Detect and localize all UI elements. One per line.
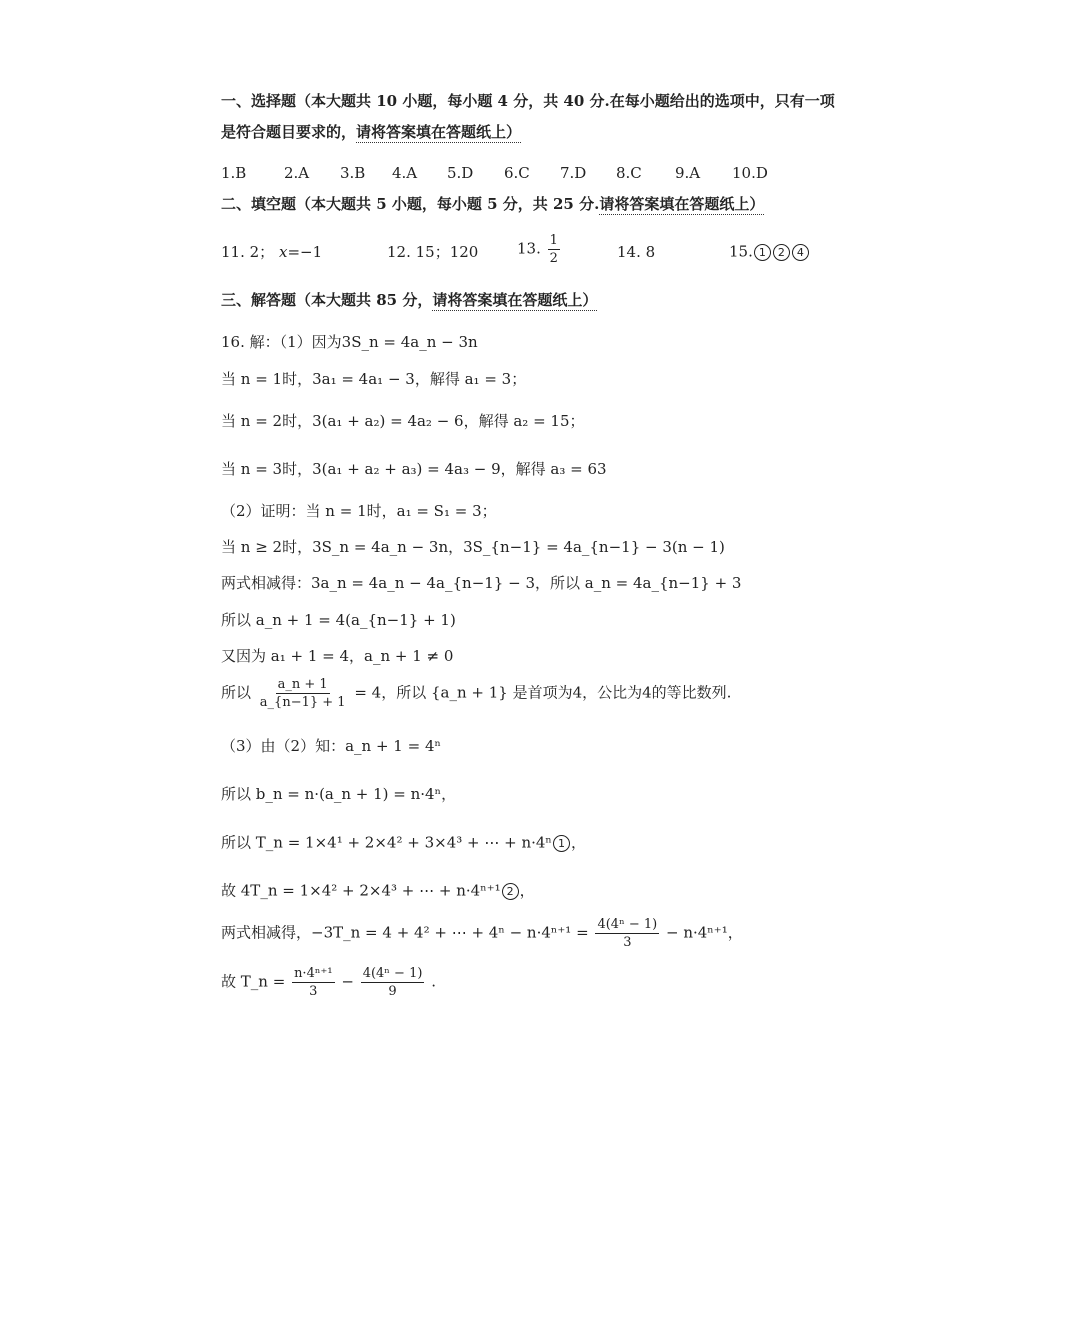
section1-title-text: 一、选择题（本大题共 10 小题，每小题 4 分，共 40 分.在每小题给出的选项中，只有一项 — [221, 92, 835, 110]
solution-text-2: 当 n = 1时，3a₁ = 4a₁ − 3，解得 a₁ = 3； — [221, 370, 527, 388]
fraction-15-denominator: 3 — [623, 935, 632, 950]
solution-text-3: 当 n = 2时，3(a₁ + a₂) = 4a₂ − 6，解得 a₂ = 15； — [221, 412, 585, 430]
fraction-15-numerator: 4(4ⁿ − 1) — [597, 917, 658, 932]
solution-text-16-post: . — [431, 972, 436, 991]
solution-line-5 — [221, 504, 497, 519]
fill-answer-14 — [617, 245, 655, 260]
q11-variable: x — [278, 243, 288, 261]
section3-title-dotted: 请将答案填在答题纸上） — [432, 291, 598, 309]
q11-value-a: 2； — [249, 243, 275, 261]
q12-answer: 12. 15；120 — [387, 243, 479, 261]
q15-number: 15. — [729, 242, 753, 261]
section2-title-plain: 二、填空题（本大题共 5 小题，每小题 5 分，共 25 分. — [221, 195, 600, 213]
fraction-16a-numerator: n·4ⁿ⁺¹ — [294, 966, 333, 981]
solution-line-7 — [221, 576, 741, 591]
solution-line-15 — [221, 918, 743, 949]
mc-answer-8: 8.C — [616, 164, 642, 182]
circled-marker-1: 1 — [553, 835, 570, 852]
q13-denominator: 2 — [549, 251, 558, 266]
mc-answer-6: 6.C — [504, 164, 530, 182]
fill-answer-12 — [387, 245, 478, 260]
q15-circled-4: 4 — [792, 244, 809, 261]
solution-text-14: 故 4T_n = 1×4² + 2×4³ + ⋯ + n·4ⁿ⁺¹ — [221, 881, 501, 900]
q11-number: 11. — [221, 243, 245, 261]
fill-answer-11 — [221, 245, 322, 260]
solution-line-13: 所以 T_n = 1×4¹ + 2×4² + 3×4³ + ⋯ + n·4ⁿ 1 ， — [221, 833, 586, 852]
mc-answer-1: 1.B — [221, 164, 247, 182]
solution-text-6: 当 n ≥ 2时，3S_n = 4a_n − 3n，3S_{n−1} = 4a_{n−1} − 3(n − 1) — [221, 538, 725, 556]
circled-marker-2: 2 — [502, 883, 519, 900]
solution-text-11: （3）由（2）知：a_n + 1 = 4ⁿ — [221, 737, 441, 755]
mc-answer-10: 10.D — [732, 164, 768, 182]
solution-line-1 — [221, 335, 478, 350]
mc-answer-7: 7.D — [560, 164, 587, 182]
section3-title-plain: 三、解答题（本大题共 85 分， — [221, 291, 433, 309]
solution-text-8: 所以 a_n + 1 = 4(a_{n−1} + 1) — [221, 611, 456, 629]
section2-title-dotted: 请将答案填在答题纸上） — [599, 195, 765, 213]
section1-title-line1 — [221, 94, 835, 109]
fraction-16a-denominator: 3 — [309, 984, 318, 999]
section2-title — [221, 197, 764, 212]
q11-value-b: =−1 — [287, 243, 323, 261]
solution-line-9 — [221, 649, 453, 664]
solution-text-12: 所以 b_n = n·(a_n + 1) = n·4ⁿ， — [221, 785, 457, 803]
solution-fraction-16b — [361, 967, 425, 998]
solution-text-15-post: − n·4ⁿ⁺¹， — [665, 923, 743, 942]
solution-line-8 — [221, 613, 456, 628]
solution-text-15-pre: 两式相减得，−3T_n = 4 + 4² + ⋯ + 4ⁿ − n·4ⁿ⁺¹ = — [221, 923, 589, 942]
solution-line-16 — [221, 967, 436, 998]
mc-answer-2: 2.A — [284, 164, 310, 182]
solution-line-6 — [221, 540, 725, 555]
solution-text-9: 又因为 a₁ + 1 = 4，a_n + 1 ≠ 0 — [221, 647, 454, 665]
solution-line-14: 故 4T_n = 1×4² + 2×4³ + ⋯ + n·4ⁿ⁺¹ 2 ， — [221, 881, 535, 900]
q15-circled-1: 1 — [754, 244, 771, 261]
solution-line-4 — [221, 462, 607, 477]
solution-fraction-10 — [258, 678, 348, 709]
solution-fraction-15 — [595, 918, 659, 949]
q13-numerator: 1 — [549, 233, 558, 248]
section1-title-plain: 是符合题目要求的， — [221, 123, 357, 141]
solution-text-7: 两式相减得：3a_n = 4a_n − 4a_{n−1} − 3，所以 a_n = 4a_{n−1} + 3 — [221, 574, 742, 592]
solution-text-10-post: = 4，所以 {a_n + 1} 是首项为4，公比为4的等比数列. — [354, 683, 732, 702]
fraction-16b-numerator: 4(4ⁿ − 1) — [362, 966, 423, 981]
solution-line-2 — [221, 372, 526, 387]
solution-line-11 — [221, 739, 441, 754]
solution-line-12 — [221, 787, 456, 802]
q15-circled-2: 2 — [773, 244, 790, 261]
solution-fraction-16a — [292, 967, 334, 998]
solution-text-10-pre: 所以 — [221, 683, 252, 702]
fill-answer-13 — [517, 234, 562, 265]
solution-text-13: 所以 T_n = 1×4¹ + 2×4² + 3×4³ + ⋯ + n·4ⁿ — [221, 833, 552, 852]
solution-line-10 — [221, 678, 731, 709]
q13-fraction — [548, 234, 560, 265]
solution-text-1: 16. 解：（1）因为3S_n = 4a_n − 3n — [221, 333, 478, 351]
mc-answer-3: 3.B — [340, 164, 366, 182]
mc-answer-4: 4.A — [392, 164, 418, 182]
mc-answer-9: 9.A — [675, 164, 701, 182]
solution-text-16-minus: − — [341, 972, 354, 991]
solution-text-5: （2）证明：当 n = 1时，a₁ = S₁ = 3； — [221, 502, 497, 520]
fraction-16b-denominator: 9 — [388, 984, 397, 999]
section3-title — [221, 293, 597, 308]
solution-text-4: 当 n = 3时，3(a₁ + a₂ + a₃) = 4a₃ − 9，解得 a₃ = 63 — [221, 460, 607, 478]
solution-line-3 — [221, 414, 585, 429]
fraction-10-denominator: a_{n−1} + 1 — [259, 695, 346, 710]
q14-answer: 14. 8 — [617, 243, 656, 261]
section1-title-dotted: 请将答案填在答题纸上） — [356, 123, 522, 141]
q13-number: 13. — [517, 239, 541, 258]
solution-text-16-pre: 故 T_n = — [221, 972, 286, 991]
mc-answer-5: 5.D — [447, 164, 474, 182]
section1-title-line2 — [221, 125, 521, 140]
fill-answer-15 — [729, 244, 810, 261]
fraction-10-numerator: a_n + 1 — [277, 677, 328, 692]
